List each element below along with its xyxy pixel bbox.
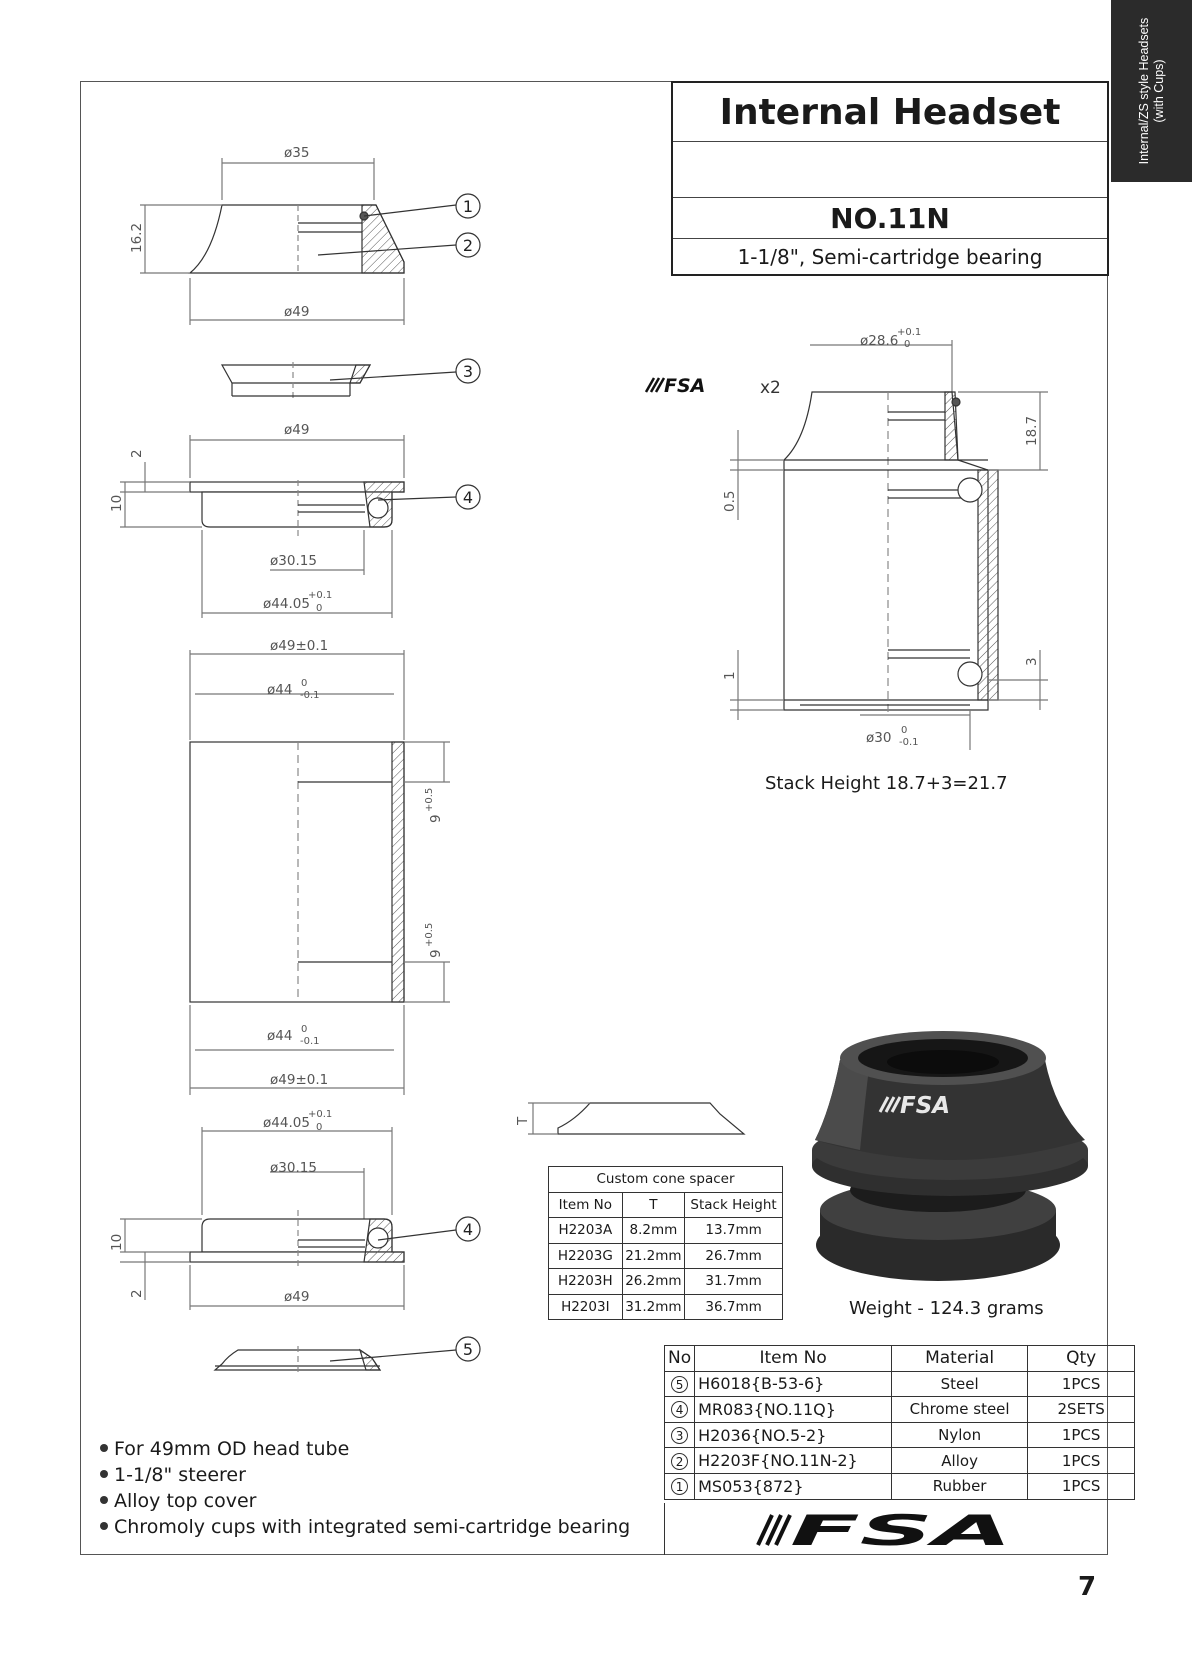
cone-spacer-table	[548, 1166, 783, 1320]
table-row	[665, 1473, 1135, 1499]
dim-h05: 0.5	[722, 490, 738, 512]
dim-tolzero-b: 0	[301, 1024, 308, 1035]
dim-d44a: ø44	[267, 682, 293, 698]
dim-tol0c: 0	[904, 339, 911, 350]
dim-d4405b: ø44.05	[263, 1115, 310, 1131]
dim-h10a: 10	[109, 494, 125, 512]
table-row	[665, 1371, 1135, 1397]
dim-d30: ø30	[866, 730, 892, 746]
model-number: NO.11N	[673, 198, 1107, 239]
feature-list	[100, 1436, 630, 1540]
part-material: Steel	[892, 1371, 1028, 1397]
spacer-cell: 31.7mm	[685, 1269, 783, 1295]
page-title: Internal Headset	[673, 83, 1107, 142]
table-row	[665, 1448, 1135, 1474]
spacer-header-item: Item No	[549, 1192, 623, 1218]
weight-caption: Weight - 124.3 grams	[849, 1298, 1044, 1319]
fsa-logo-large-text: FSA	[790, 1506, 1012, 1555]
dim-tol01b: +0.1	[308, 1109, 333, 1120]
callout-4-lower: 4	[462, 1220, 474, 1239]
spacer-cell: 13.7mm	[685, 1218, 783, 1244]
dim-tolneg-b: -0.1	[300, 1036, 320, 1047]
section-tab-line1: Internal/ZS style Headsets	[1136, 17, 1151, 165]
part-number-badge: 3	[671, 1427, 688, 1444]
spacer-cell: 31.2mm	[622, 1294, 685, 1320]
spacer-cell: H2203A	[549, 1218, 623, 1244]
callout-1: 1	[462, 197, 474, 216]
parts-header-no: No	[665, 1346, 695, 1372]
dim-d49a: ø49	[284, 304, 310, 320]
dim-h2b: 2	[129, 1289, 145, 1298]
part-material: Rubber	[892, 1473, 1028, 1499]
dim-tolzero-c: 0	[901, 725, 908, 736]
top-cover-drawing	[140, 158, 456, 325]
dim-d286: ø28.6	[860, 333, 899, 349]
dim-d44b: ø44	[267, 1028, 293, 1044]
lower-cup-drawing	[120, 1127, 456, 1310]
dim-d3015a: ø30.15	[270, 553, 317, 569]
parts-header-material: Material	[892, 1346, 1028, 1372]
fsa-logo-small	[646, 375, 781, 398]
part-item-no: MS053{872}	[695, 1473, 892, 1499]
model-subtitle: 1-1/8", Semi-cartridge bearing	[737, 244, 1043, 269]
dim-tolneg-a: -0.1	[300, 690, 320, 701]
dim-tolzero-a: 0	[301, 678, 308, 689]
head-tube-drawing	[190, 650, 450, 1095]
part-material: Chrome steel	[892, 1397, 1028, 1423]
part-number-badge: 5	[671, 1376, 688, 1393]
spacer-cell: H2203G	[549, 1243, 623, 1269]
crown-race-drawing	[215, 1346, 456, 1376]
callout-4-upper: 4	[462, 488, 474, 507]
dim-h1: 1	[722, 671, 738, 680]
part-item-no: H2036{NO.5-2}	[695, 1422, 892, 1448]
part-number-badge: 2	[671, 1453, 688, 1470]
part-qty: 2SETS	[1028, 1397, 1135, 1423]
stack-height-caption: Stack Height 18.7+3=21.7	[765, 773, 1008, 794]
fsa-logo-small-text: FSA	[664, 375, 706, 397]
spacer-cell: 8.2mm	[622, 1218, 685, 1244]
part-number-badge: 1	[671, 1478, 688, 1495]
dim-tol01c: +0.1	[897, 327, 922, 338]
part-qty: 1PCS	[1028, 1371, 1135, 1397]
dim-h10b: 10	[109, 1233, 125, 1251]
feature-item: For 49mm OD head tube	[100, 1436, 630, 1462]
dim-tol01a: +0.1	[308, 590, 333, 601]
spacer-header-t: T	[622, 1192, 685, 1218]
feature-item: 1-1/8" steerer	[100, 1462, 630, 1488]
logo-box	[664, 1503, 1109, 1555]
parts-header-qty: Qty	[1028, 1346, 1135, 1372]
dim-nine1: 9	[428, 814, 444, 823]
dim-tol0a: 0	[316, 603, 323, 614]
dim-d4405a: ø44.05	[263, 596, 310, 612]
dim-tol05a: +0.5	[424, 787, 435, 812]
table-row	[549, 1294, 783, 1320]
dim-d49tol2: ø49±0.1	[270, 1072, 329, 1088]
table-row	[665, 1422, 1135, 1448]
logo-multiplier: x2	[760, 378, 781, 398]
table-row	[549, 1243, 783, 1269]
upper-cup-drawing	[120, 435, 456, 618]
callout-3: 3	[462, 362, 474, 381]
photo-logo-text: FSA	[900, 1093, 951, 1119]
callout-2: 2	[462, 236, 474, 255]
feature-item: Chromoly cups with integrated semi-cartridge bearing	[100, 1514, 630, 1540]
parts-table	[664, 1345, 1135, 1500]
seal-drawing	[222, 362, 456, 398]
table-row	[665, 1397, 1135, 1423]
dim-h162: 16.2	[129, 222, 145, 253]
part-material: Nylon	[892, 1422, 1028, 1448]
part-qty: 1PCS	[1028, 1448, 1135, 1474]
dim-h3: 3	[1024, 657, 1040, 666]
callout-5: 5	[462, 1340, 474, 1359]
spacer-cell: 26.2mm	[622, 1269, 685, 1295]
spacer-cell: H2203H	[549, 1269, 623, 1295]
dim-d49c: ø49	[284, 1289, 310, 1305]
part-item-no: H2203F{NO.11N-2}	[695, 1448, 892, 1474]
dim-tolneg-c: -0.1	[899, 737, 919, 748]
part-qty: 1PCS	[1028, 1473, 1135, 1499]
part-item-no: MR083{NO.11Q}	[695, 1397, 892, 1423]
part-qty: 1PCS	[1028, 1422, 1135, 1448]
headset-photo	[812, 1031, 1088, 1281]
spacer-cell: 21.2mm	[622, 1243, 685, 1269]
dim-h187: 18.7	[1024, 415, 1040, 446]
spacer-table-title: Custom cone spacer	[549, 1167, 783, 1193]
part-item-no: H6018{B-53-6}	[695, 1371, 892, 1397]
spacer-cell: H2203I	[549, 1294, 623, 1320]
feature-item: Alloy top cover	[100, 1488, 630, 1514]
spacer-cell: 26.7mm	[685, 1243, 783, 1269]
section-tab-line2: (with Cups)	[1151, 59, 1166, 123]
dim-d3015b: ø30.15	[270, 1160, 317, 1176]
table-row	[549, 1269, 783, 1295]
dim-nine2: 9	[428, 949, 444, 958]
spacer-header-stack: Stack Height	[685, 1192, 783, 1218]
part-number-badge: 4	[671, 1401, 688, 1418]
cone-spacer-drawing	[528, 1103, 744, 1134]
page-number: 7	[1078, 1572, 1097, 1602]
dim-d35: ø35	[284, 145, 310, 161]
table-row	[549, 1218, 783, 1244]
dim-d49tol1: ø49±0.1	[270, 638, 329, 654]
part-material: Alloy	[892, 1448, 1028, 1474]
dim-T: T	[515, 1116, 531, 1125]
dim-h2a: 2	[129, 449, 145, 458]
dim-d49b: ø49	[284, 422, 310, 438]
dim-tol05b: +0.5	[424, 922, 435, 947]
spacer-cell: 36.7mm	[685, 1294, 783, 1320]
dim-tol0b: 0	[316, 1122, 323, 1133]
assembly-drawing	[730, 340, 1048, 750]
parts-header-item: Item No	[695, 1346, 892, 1372]
